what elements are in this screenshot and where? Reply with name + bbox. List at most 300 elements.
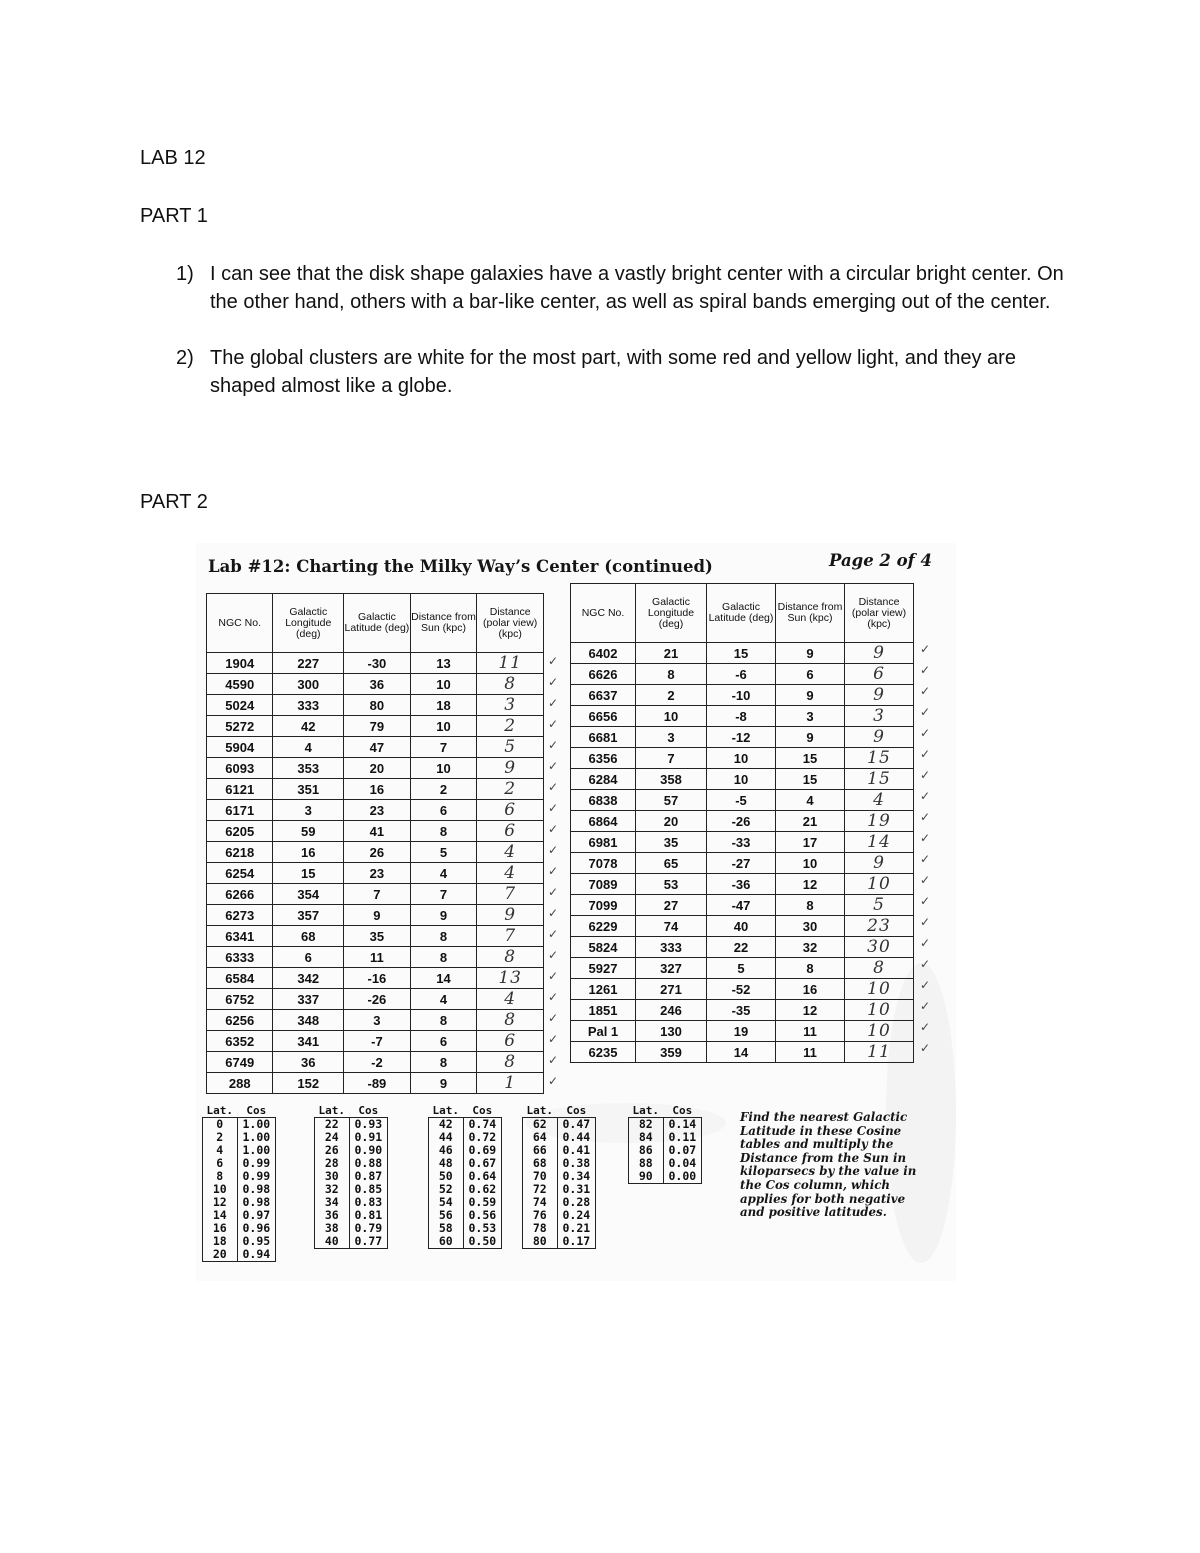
table-row bbox=[571, 916, 914, 937]
distance-cell: 10 bbox=[410, 674, 477, 695]
latitude-cell: -2 bbox=[344, 1052, 411, 1073]
ngc-cell: 6273 bbox=[207, 905, 273, 926]
table-row bbox=[207, 821, 544, 842]
latitude-value: 52 bbox=[429, 1183, 464, 1196]
latitude-value: 46 bbox=[429, 1144, 464, 1157]
cosine-value: 0.98 bbox=[237, 1183, 276, 1196]
distance-cell: 14 bbox=[410, 968, 477, 989]
check-mark-icon: ✓ bbox=[548, 822, 559, 836]
polar-distance-cell: 13 bbox=[477, 968, 544, 989]
ngc-cell: 7089 bbox=[571, 874, 636, 895]
polar-distance-cell: 7 bbox=[477, 884, 544, 905]
cosine-value: 0.47 bbox=[557, 1118, 596, 1132]
cosine-value: 0.11 bbox=[663, 1131, 702, 1144]
col-ngc: NGC No. bbox=[571, 584, 636, 643]
part1-item-2 bbox=[140, 344, 1070, 400]
cosine-value: 0.41 bbox=[557, 1144, 596, 1157]
table-row bbox=[207, 863, 544, 884]
ngc-cell: 1904 bbox=[207, 653, 273, 674]
cosine-row bbox=[429, 1118, 502, 1132]
cos-header: Cos bbox=[246, 1104, 267, 1117]
cosine-value: 0.96 bbox=[237, 1222, 276, 1235]
col-latitude: Galactic Latitude (deg) bbox=[707, 584, 776, 643]
cosine-value: 0.85 bbox=[349, 1183, 388, 1196]
distance-cell: 7 bbox=[410, 884, 477, 905]
ngc-cell: 6254 bbox=[207, 863, 273, 884]
polar-distance-cell: 8 bbox=[845, 958, 914, 979]
polar-distance-cell: 19 bbox=[845, 811, 914, 832]
longitude-cell: 16 bbox=[273, 842, 344, 863]
check-mark-icon: ✓ bbox=[920, 726, 931, 740]
check-mark-icon: ✓ bbox=[548, 1032, 559, 1046]
latitude-cell: 40 bbox=[707, 916, 776, 937]
lat-header: Lat. bbox=[432, 1104, 459, 1117]
latitude-value: 28 bbox=[315, 1157, 350, 1170]
distance-cell: 15 bbox=[776, 748, 845, 769]
table-row bbox=[571, 1000, 914, 1021]
longitude-cell: 15 bbox=[273, 863, 344, 884]
longitude-cell: 271 bbox=[636, 979, 707, 1000]
table-row bbox=[207, 884, 544, 905]
polar-distance-cell: 14 bbox=[845, 832, 914, 853]
item-text: I can see that the disk shape galaxies have a vastly bright center with a circular bright center. On the other hand, others with a bar-like center, as well as spiral bands emerging out of the center. bbox=[210, 263, 1064, 313]
polar-distance-cell: 9 bbox=[845, 853, 914, 874]
table-row bbox=[207, 758, 544, 779]
table-row bbox=[207, 842, 544, 863]
polar-distance-cell: 10 bbox=[845, 979, 914, 1000]
cosine-table bbox=[314, 1105, 388, 1249]
latitude-value: 88 bbox=[629, 1157, 664, 1170]
latitude-cell: -5 bbox=[707, 790, 776, 811]
check-mark-icon: ✓ bbox=[920, 936, 931, 950]
distance-cell: 15 bbox=[776, 769, 845, 790]
longitude-cell: 6 bbox=[273, 947, 344, 968]
check-mark-icon: ✓ bbox=[920, 747, 931, 761]
latitude-value: 6 bbox=[203, 1157, 238, 1170]
polar-distance-cell: 4 bbox=[477, 989, 544, 1010]
ngc-cell: 6626 bbox=[571, 664, 636, 685]
latitude-cell: 14 bbox=[707, 1042, 776, 1063]
table-row bbox=[207, 779, 544, 800]
latitude-value: 60 bbox=[429, 1235, 464, 1249]
polar-distance-cell: 8 bbox=[477, 1052, 544, 1073]
distance-cell: 6 bbox=[410, 1031, 477, 1052]
latitude-value: 56 bbox=[429, 1209, 464, 1222]
check-mark-icon: ✓ bbox=[548, 864, 559, 878]
latitude-cell: -89 bbox=[344, 1073, 411, 1094]
cosine-value: 1.00 bbox=[237, 1131, 276, 1144]
cosine-value: 0.53 bbox=[463, 1222, 502, 1235]
worksheet-title bbox=[208, 551, 948, 576]
distance-cell: 9 bbox=[776, 643, 845, 664]
polar-distance-cell: 10 bbox=[845, 874, 914, 895]
latitude-value: 14 bbox=[203, 1209, 238, 1222]
ngc-cell: 6256 bbox=[207, 1010, 273, 1031]
cos-header: Cos bbox=[566, 1104, 587, 1117]
distance-cell: 8 bbox=[410, 926, 477, 947]
latitude-value: 36 bbox=[315, 1209, 350, 1222]
latitude-value: 4 bbox=[203, 1144, 238, 1157]
distance-cell: 6 bbox=[410, 800, 477, 821]
table-row bbox=[571, 706, 914, 727]
latitude-cell: -47 bbox=[707, 895, 776, 916]
ngc-cell: 288 bbox=[207, 1073, 273, 1094]
check-mark-icon: ✓ bbox=[920, 705, 931, 719]
cosine-value: 0.98 bbox=[237, 1196, 276, 1209]
polar-distance-cell: 7 bbox=[477, 926, 544, 947]
table-row bbox=[571, 664, 914, 685]
polar-distance-cell: 6 bbox=[845, 664, 914, 685]
polar-distance-cell: 2 bbox=[477, 716, 544, 737]
distance-cell: 10 bbox=[410, 716, 477, 737]
ngc-cell: 6981 bbox=[571, 832, 636, 853]
ngc-cell: 6235 bbox=[571, 1042, 636, 1063]
latitude-cell: -10 bbox=[707, 685, 776, 706]
cosine-table bbox=[628, 1105, 702, 1184]
lat-header: Lat. bbox=[526, 1104, 553, 1117]
polar-distance-cell: 2 bbox=[477, 779, 544, 800]
latitude-value: 48 bbox=[429, 1157, 464, 1170]
col-longitude: Galactic Longitude (deg) bbox=[273, 594, 344, 653]
latitude-cell: 35 bbox=[344, 926, 411, 947]
latitude-cell: -26 bbox=[707, 811, 776, 832]
table-row bbox=[571, 958, 914, 979]
latitude-cell: -8 bbox=[707, 706, 776, 727]
ngc-table-left bbox=[206, 593, 544, 1094]
latitude-value: 30 bbox=[315, 1170, 350, 1183]
distance-cell: 13 bbox=[410, 653, 477, 674]
lat-header: Lat. bbox=[632, 1104, 659, 1117]
distance-cell: 4 bbox=[776, 790, 845, 811]
lat-header: Lat. bbox=[318, 1104, 345, 1117]
check-mark-icon: ✓ bbox=[548, 1011, 559, 1025]
latitude-value: 20 bbox=[203, 1248, 238, 1262]
cosine-value: 0.04 bbox=[663, 1157, 702, 1170]
distance-cell: 10 bbox=[776, 853, 845, 874]
cosine-row bbox=[523, 1118, 596, 1132]
latitude-cell: 23 bbox=[344, 800, 411, 821]
cos-header: Cos bbox=[672, 1104, 693, 1117]
polar-distance-cell: 9 bbox=[477, 905, 544, 926]
polar-distance-cell: 8 bbox=[477, 947, 544, 968]
latitude-value: 62 bbox=[523, 1118, 558, 1132]
table-row bbox=[571, 811, 914, 832]
latitude-value: 74 bbox=[523, 1196, 558, 1209]
longitude-cell: 3 bbox=[636, 727, 707, 748]
distance-cell: 12 bbox=[776, 874, 845, 895]
ngc-cell: 7099 bbox=[571, 895, 636, 916]
polar-distance-cell: 8 bbox=[477, 1010, 544, 1031]
latitude-cell: -36 bbox=[707, 874, 776, 895]
ngc-cell: 6864 bbox=[571, 811, 636, 832]
cosine-table bbox=[202, 1105, 276, 1262]
cosine-row bbox=[629, 1170, 702, 1184]
cosine-value: 0.24 bbox=[557, 1209, 596, 1222]
longitude-cell: 8 bbox=[636, 664, 707, 685]
table-row bbox=[207, 1010, 544, 1031]
cosine-value: 1.00 bbox=[237, 1144, 276, 1157]
distance-cell: 32 bbox=[776, 937, 845, 958]
check-mark-icon: ✓ bbox=[548, 696, 559, 710]
latitude-cell: 36 bbox=[344, 674, 411, 695]
latitude-value: 78 bbox=[523, 1222, 558, 1235]
longitude-cell: 327 bbox=[636, 958, 707, 979]
table-row bbox=[571, 832, 914, 853]
longitude-cell: 74 bbox=[636, 916, 707, 937]
latitude-cell: 9 bbox=[344, 905, 411, 926]
latitude-value: 42 bbox=[429, 1118, 464, 1132]
check-mark-icon: ✓ bbox=[548, 780, 559, 794]
table-row bbox=[571, 979, 914, 1000]
latitude-value: 26 bbox=[315, 1144, 350, 1157]
polar-distance-cell: 3 bbox=[477, 695, 544, 716]
polar-distance-cell: 3 bbox=[845, 706, 914, 727]
longitude-cell: 10 bbox=[636, 706, 707, 727]
latitude-cell: 16 bbox=[344, 779, 411, 800]
polar-distance-cell: 4 bbox=[845, 790, 914, 811]
polar-distance-cell: 9 bbox=[845, 727, 914, 748]
ngc-cell: 5824 bbox=[571, 937, 636, 958]
longitude-cell: 35 bbox=[636, 832, 707, 853]
col-distance: Distance from Sun (kpc) bbox=[410, 594, 477, 653]
ngc-cell: 5927 bbox=[571, 958, 636, 979]
cosine-value: 0.90 bbox=[349, 1144, 388, 1157]
latitude-value: 58 bbox=[429, 1222, 464, 1235]
table-row bbox=[207, 905, 544, 926]
latitude-value: 80 bbox=[523, 1235, 558, 1249]
polar-distance-cell: 8 bbox=[477, 674, 544, 695]
polar-distance-cell: 5 bbox=[477, 737, 544, 758]
table-row bbox=[207, 947, 544, 968]
table-row bbox=[571, 748, 914, 769]
check-mark-icon: ✓ bbox=[548, 1053, 559, 1067]
ngc-cell: 1261 bbox=[571, 979, 636, 1000]
latitude-value: 32 bbox=[315, 1183, 350, 1196]
distance-cell: 4 bbox=[410, 989, 477, 1010]
latitude-value: 10 bbox=[203, 1183, 238, 1196]
longitude-cell: 2 bbox=[636, 685, 707, 706]
cosine-row bbox=[315, 1118, 388, 1132]
cosine-value: 0.38 bbox=[557, 1157, 596, 1170]
table-row bbox=[571, 937, 914, 958]
latitude-cell: -7 bbox=[344, 1031, 411, 1052]
check-mark-icon: ✓ bbox=[548, 738, 559, 752]
ngc-cell: 6402 bbox=[571, 643, 636, 664]
check-mark-icon: ✓ bbox=[920, 915, 931, 929]
cosine-value: 0.62 bbox=[463, 1183, 502, 1196]
distance-cell: 18 bbox=[410, 695, 477, 716]
polar-distance-cell: 9 bbox=[845, 643, 914, 664]
table-row bbox=[571, 727, 914, 748]
check-marks-left bbox=[548, 651, 558, 1092]
ngc-cell: 1851 bbox=[571, 1000, 636, 1021]
check-mark-icon: ✓ bbox=[920, 894, 931, 908]
latitude-cell: 79 bbox=[344, 716, 411, 737]
check-mark-icon: ✓ bbox=[920, 642, 931, 656]
ngc-cell: 6121 bbox=[207, 779, 273, 800]
ngc-cell: 7078 bbox=[571, 853, 636, 874]
check-mark-icon: ✓ bbox=[920, 957, 931, 971]
longitude-cell: 7 bbox=[636, 748, 707, 769]
latitude-cell: 19 bbox=[707, 1021, 776, 1042]
check-mark-icon: ✓ bbox=[920, 831, 931, 845]
longitude-cell: 353 bbox=[273, 758, 344, 779]
latitude-value: 82 bbox=[629, 1118, 664, 1132]
longitude-cell: 246 bbox=[636, 1000, 707, 1021]
check-mark-icon: ✓ bbox=[920, 852, 931, 866]
longitude-cell: 68 bbox=[273, 926, 344, 947]
instructions-text: Find the nearest Galactic Latitude in these Cosine tables and multiply the Distance from the Sun in kiloparsecs by the value in the Cos column, which applies for both negative and positive latitudes. bbox=[740, 1110, 917, 1220]
longitude-cell: 358 bbox=[636, 769, 707, 790]
col-ngc: NGC No. bbox=[207, 594, 273, 653]
distance-cell: 9 bbox=[410, 1073, 477, 1094]
latitude-cell: 41 bbox=[344, 821, 411, 842]
cosine-value: 0.87 bbox=[349, 1170, 388, 1183]
ngc-cell: 6838 bbox=[571, 790, 636, 811]
latitude-cell: 15 bbox=[707, 643, 776, 664]
distance-cell: 9 bbox=[776, 685, 845, 706]
cos-header: Cos bbox=[358, 1104, 379, 1117]
table-row bbox=[207, 800, 544, 821]
longitude-cell: 21 bbox=[636, 643, 707, 664]
longitude-cell: 42 bbox=[273, 716, 344, 737]
latitude-cell: 11 bbox=[344, 947, 411, 968]
distance-cell: 21 bbox=[776, 811, 845, 832]
distance-cell: 5 bbox=[410, 842, 477, 863]
polar-distance-cell: 10 bbox=[845, 1021, 914, 1042]
latitude-cell: 80 bbox=[344, 695, 411, 716]
part1-heading: PART 1 bbox=[140, 205, 208, 227]
ngc-cell: 5272 bbox=[207, 716, 273, 737]
table-row bbox=[207, 989, 544, 1010]
cosine-value: 0.94 bbox=[237, 1248, 276, 1262]
check-mark-icon: ✓ bbox=[920, 873, 931, 887]
latitude-cell: 10 bbox=[707, 748, 776, 769]
longitude-cell: 354 bbox=[273, 884, 344, 905]
cosine-value: 0.44 bbox=[557, 1131, 596, 1144]
latitude-value: 22 bbox=[315, 1118, 350, 1132]
ngc-cell: 6229 bbox=[571, 916, 636, 937]
polar-distance-cell: 10 bbox=[845, 1000, 914, 1021]
table-row bbox=[571, 643, 914, 664]
longitude-cell: 342 bbox=[273, 968, 344, 989]
longitude-cell: 300 bbox=[273, 674, 344, 695]
cosine-value: 0.14 bbox=[663, 1118, 702, 1132]
cosine-value: 0.21 bbox=[557, 1222, 596, 1235]
cosine-value: 0.88 bbox=[349, 1157, 388, 1170]
longitude-cell: 333 bbox=[636, 937, 707, 958]
latitude-value: 8 bbox=[203, 1170, 238, 1183]
cosine-value: 0.95 bbox=[237, 1235, 276, 1248]
table-row bbox=[207, 1031, 544, 1052]
longitude-cell: 53 bbox=[636, 874, 707, 895]
ngc-cell: 4590 bbox=[207, 674, 273, 695]
longitude-cell: 337 bbox=[273, 989, 344, 1010]
longitude-cell: 57 bbox=[636, 790, 707, 811]
table-row bbox=[207, 674, 544, 695]
longitude-cell: 36 bbox=[273, 1052, 344, 1073]
check-mark-icon: ✓ bbox=[920, 999, 931, 1013]
check-mark-icon: ✓ bbox=[920, 768, 931, 782]
ngc-cell: 5024 bbox=[207, 695, 273, 716]
longitude-cell: 65 bbox=[636, 853, 707, 874]
latitude-cell: 20 bbox=[344, 758, 411, 779]
col-polar: Distance (polar view) (kpc) bbox=[845, 584, 914, 643]
cosine-value: 0.81 bbox=[349, 1209, 388, 1222]
latitude-value: 24 bbox=[315, 1131, 350, 1144]
table-row bbox=[207, 1052, 544, 1073]
ngc-cell: 6752 bbox=[207, 989, 273, 1010]
cosine-value: 0.28 bbox=[557, 1196, 596, 1209]
ngc-cell: 5904 bbox=[207, 737, 273, 758]
latitude-value: 84 bbox=[629, 1131, 664, 1144]
table-row bbox=[207, 1073, 544, 1094]
ngc-cell: 6093 bbox=[207, 758, 273, 779]
ngc-cell: 6681 bbox=[571, 727, 636, 748]
cosine-value: 0.83 bbox=[349, 1196, 388, 1209]
longitude-cell: 27 bbox=[636, 895, 707, 916]
latitude-cell: -27 bbox=[707, 853, 776, 874]
worksheet-page-number: Page 2 of 4 bbox=[829, 551, 932, 570]
cosine-value: 0.79 bbox=[349, 1222, 388, 1235]
latitude-value: 38 bbox=[315, 1222, 350, 1235]
table-row bbox=[571, 685, 914, 706]
latitude-value: 50 bbox=[429, 1170, 464, 1183]
ngc-cell: 6341 bbox=[207, 926, 273, 947]
cosine-value: 0.91 bbox=[349, 1131, 388, 1144]
ngc-cell: 6352 bbox=[207, 1031, 273, 1052]
ngc-cell: 6284 bbox=[571, 769, 636, 790]
ngc-cell: 6584 bbox=[207, 968, 273, 989]
check-mark-icon: ✓ bbox=[548, 1074, 559, 1088]
distance-cell: 9 bbox=[410, 905, 477, 926]
cosine-table bbox=[522, 1105, 596, 1249]
distance-cell: 16 bbox=[776, 979, 845, 1000]
cosine-value: 0.56 bbox=[463, 1209, 502, 1222]
latitude-cell: -30 bbox=[344, 653, 411, 674]
polar-distance-cell: 1 bbox=[477, 1073, 544, 1094]
part1-list bbox=[140, 260, 1070, 428]
cosine-table bbox=[428, 1105, 502, 1249]
table-row bbox=[571, 853, 914, 874]
cosine-value: 0.17 bbox=[557, 1235, 596, 1249]
polar-distance-cell: 4 bbox=[477, 842, 544, 863]
polar-distance-cell: 11 bbox=[477, 653, 544, 674]
ngc-cell: 6205 bbox=[207, 821, 273, 842]
latitude-cell: 5 bbox=[707, 958, 776, 979]
table-row bbox=[207, 653, 544, 674]
longitude-cell: 357 bbox=[273, 905, 344, 926]
latitude-cell: -16 bbox=[344, 968, 411, 989]
longitude-cell: 333 bbox=[273, 695, 344, 716]
check-mark-icon: ✓ bbox=[548, 927, 559, 941]
table-row bbox=[571, 769, 914, 790]
check-mark-icon: ✓ bbox=[548, 717, 559, 731]
latitude-cell: 3 bbox=[344, 1010, 411, 1031]
polar-distance-cell: 15 bbox=[845, 748, 914, 769]
table-row bbox=[571, 895, 914, 916]
longitude-cell: 351 bbox=[273, 779, 344, 800]
polar-distance-cell: 6 bbox=[477, 800, 544, 821]
check-mark-icon: ✓ bbox=[920, 1041, 931, 1055]
check-mark-icon: ✓ bbox=[548, 990, 559, 1004]
latitude-cell: -52 bbox=[707, 979, 776, 1000]
latitude-value: 16 bbox=[203, 1222, 238, 1235]
cosine-value: 0.93 bbox=[349, 1118, 388, 1132]
polar-distance-cell: 4 bbox=[477, 863, 544, 884]
check-mark-icon: ✓ bbox=[920, 663, 931, 677]
check-mark-icon: ✓ bbox=[548, 885, 559, 899]
